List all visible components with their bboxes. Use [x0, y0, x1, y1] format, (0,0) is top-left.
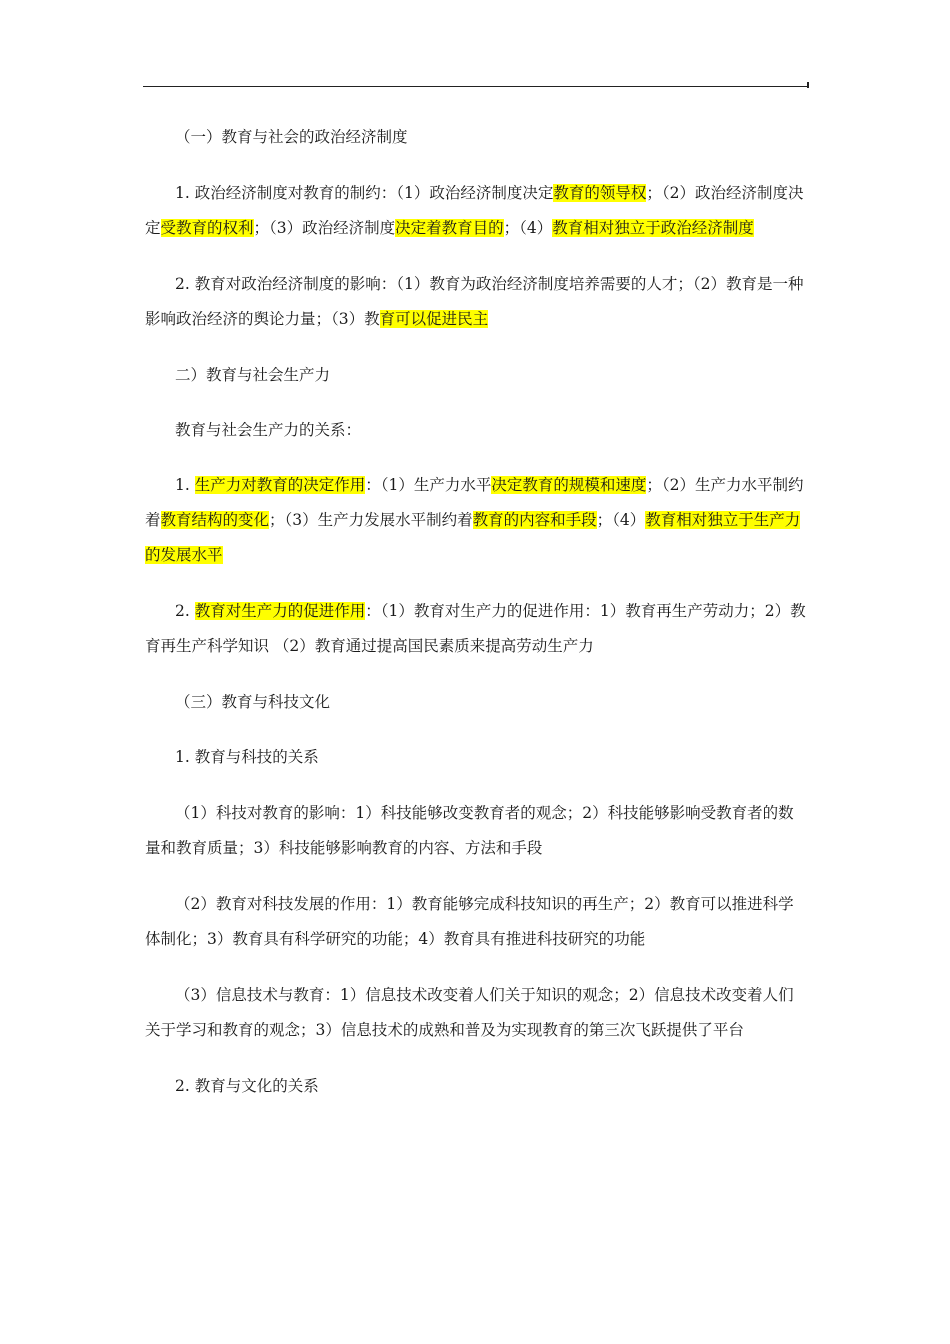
- paragraph-politics-constraint: [145, 176, 808, 246]
- text-run: ；（3）政治经济制度: [253, 219, 396, 237]
- text-run: 1.: [175, 476, 195, 494]
- text-run: ；（4）: [503, 219, 553, 237]
- text-run: ；（4）: [596, 511, 646, 529]
- text-run: 1. 政治经济制度对教育的制约：（1）政治经济制度决定: [175, 184, 554, 202]
- document-body: [145, 120, 808, 1104]
- highlight-run: 决定着教育目的: [395, 219, 504, 237]
- section-heading-3: （三）教育与科技文化: [175, 693, 331, 711]
- paragraph-productivity-determines: [145, 468, 808, 573]
- text-run: ；（2）政治经济制度决定: [145, 184, 804, 237]
- highlight-run: 教育对生产力的促进作用: [194, 602, 366, 620]
- section-heading-1: （一）教育与社会的政治经济制度: [175, 128, 408, 146]
- paragraph-education-influence: [145, 267, 808, 337]
- paragraph-tech-on-education: （1）科技对教育的影响：1）科技能够改变教育者的观念；2）科技能够影响受教育者的数量和教育质量；3）科技能够影响教育的内容、方法和手段: [145, 804, 794, 857]
- text-run: 2. 教育对政治经济制度的影响：（1）教育为政治经济制度培养需要的人才；（2）教育是一种影响政治经济的舆论力量；（3）教: [145, 275, 804, 328]
- highlight-run: 教育结构的变化: [160, 511, 270, 529]
- highlight-run: 受教育的权利: [160, 219, 254, 237]
- highlight-run: 育可以促进民主: [379, 310, 489, 328]
- paragraph-education-promotes: [145, 594, 808, 664]
- header-rule-mark: [807, 82, 809, 88]
- highlight-run: 生产力对教育的决定作用: [194, 476, 366, 494]
- highlight-run: 教育相对独立于政治经济制度: [552, 219, 754, 237]
- subheading-tech: 1. 教育与科技的关系: [175, 748, 319, 766]
- highlight-run: 教育相对独立于生产力的发展水平: [145, 511, 801, 564]
- paragraph-education-on-tech: （2）教育对科技发展的作用：1）教育能够完成科技知识的再生产；2）教育可以推进科学体制化；3）教育具有科学研究的功能；4）教育具有推进科技研究的功能: [145, 895, 794, 948]
- highlight-run: 决定教育的规模和速度: [491, 476, 647, 494]
- text-run: ：（1）教育对生产力的促进作用：1）教育再生产劳动力；2）教育再生产科学知识 （2）教育通过提高国民素质来提高劳动生产力: [145, 602, 806, 655]
- highlight-run: 教育的领导权: [553, 184, 647, 202]
- text-run: ；（2）生产力水平制约着: [145, 476, 804, 529]
- text-run: 2.: [175, 602, 195, 620]
- subheading-culture: 2. 教育与文化的关系: [175, 1077, 319, 1095]
- paragraph-info-tech: （3）信息技术与教育：1）信息技术改变着人们关于知识的观念；2）信息技术改变着人们关于学习和教育的观念；3）信息技术的成熟和普及为实现教育的第三次飞跃提供了平台: [145, 986, 794, 1039]
- text-run: ：（1）生产力水平: [365, 476, 492, 494]
- text-run: ；（3）生产力发展水平制约着: [269, 511, 473, 529]
- paragraph-productivity-intro: 教育与社会生产力的关系：: [175, 421, 362, 439]
- section-heading-2: 二）教育与社会生产力: [175, 366, 331, 384]
- highlight-run: 教育的内容和手段: [472, 511, 597, 529]
- header-rule: [143, 86, 808, 87]
